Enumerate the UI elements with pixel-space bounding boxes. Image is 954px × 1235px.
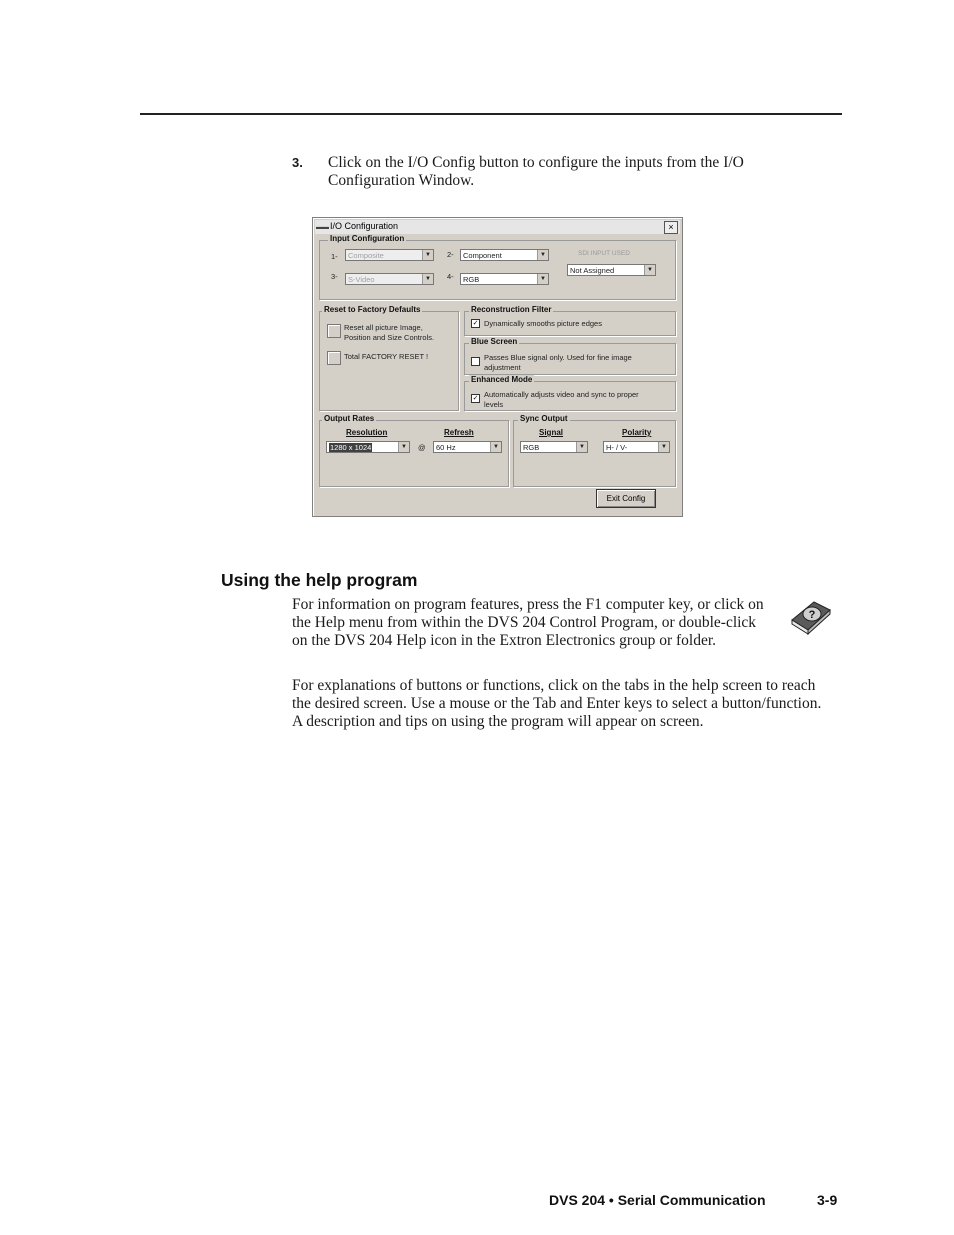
resolution-value: 1280 x 1024	[330, 443, 372, 452]
enhanced-mode-label: Enhanced Mode	[471, 375, 533, 384]
enhanced-mode-checkbox[interactable]: ✓	[472, 395, 479, 402]
input-4-select[interactable]	[460, 273, 549, 285]
chevron-down-icon: ▼	[490, 442, 501, 452]
input-3-label: 3-	[331, 272, 338, 281]
polarity-value: H- / V-	[606, 443, 628, 452]
svg-text:?: ?	[808, 609, 816, 621]
input-2-label: 2-	[447, 250, 454, 259]
help-paragraph-2: For explanations of buttons or functions, click on the tabs in the help screen to reach the desired screen. Use a mouse or the Tab and Enter keys to select a button/function. A description and tips on using the program will appear on screen.	[292, 677, 822, 730]
page-number: 3-9	[817, 1192, 838, 1208]
chevron-down-icon: ▼	[576, 442, 587, 452]
factory-reset-button[interactable]	[327, 351, 341, 365]
input-configuration-label: Input Configuration	[330, 234, 405, 243]
reset-picture-button[interactable]	[327, 324, 341, 338]
input-1-label: 1-	[331, 252, 338, 261]
reconstruction-text: Dynamically smooths picture edges	[484, 319, 602, 328]
input-3-value: S-Video	[348, 275, 375, 284]
reset-defaults-group	[319, 305, 459, 411]
reconstruction-filter-label: Reconstruction Filter	[471, 305, 552, 314]
at-symbol: @	[418, 443, 426, 452]
enhanced-mode-group	[464, 375, 676, 411]
signal-header: Signal	[539, 428, 564, 437]
resolution-select[interactable]	[326, 441, 410, 453]
step-number: 3.	[292, 155, 303, 170]
input-configuration-group	[319, 234, 676, 300]
section-heading: Using the help program	[221, 570, 418, 590]
blue-screen-group	[464, 337, 676, 375]
refresh-header: Refresh	[444, 428, 474, 437]
input-1-value: Composite	[348, 251, 384, 260]
sync-output-label: Sync Output	[520, 414, 568, 423]
io-configuration-dialog	[312, 217, 683, 517]
app-icon: ▬▬	[316, 224, 328, 231]
factory-reset-text: Total FACTORY RESET !	[344, 352, 429, 361]
sync-signal-value: RGB	[523, 443, 540, 452]
chevron-down-icon: ▼	[644, 265, 655, 275]
chevron-down-icon: ▼	[398, 442, 409, 452]
input-1-select[interactable]	[345, 249, 434, 261]
chevron-down-icon: ▼	[422, 274, 433, 284]
blue-screen-text: Passes Blue signal only. Used for fine image adjustment	[484, 353, 632, 372]
input-4-label: 4-	[447, 272, 454, 281]
exit-config-button[interactable]: Exit Config	[596, 489, 656, 508]
help-paragraph-1: For information on program features, press the F1 computer key, or click on the Help menu from within the DVS 204 Control Program, or double-click on the DVS 204 Help icon in the Extron Electronics group or folder.	[292, 596, 764, 649]
input-3-select[interactable]	[345, 273, 434, 285]
reconstruction-checkbox[interactable]: ✓	[472, 320, 479, 327]
resolution-header: Resolution	[346, 428, 388, 437]
chevron-down-icon: ▼	[422, 250, 433, 260]
reset-picture-text: Reset all picture Image, Position and Size Controls.	[344, 323, 435, 342]
sync-signal-select[interactable]	[520, 441, 588, 453]
input-2-select[interactable]	[460, 249, 549, 261]
output-rates-label: Output Rates	[324, 414, 375, 423]
refresh-select[interactable]	[433, 441, 502, 453]
header-rule	[140, 113, 842, 115]
close-button[interactable]: ×	[664, 221, 678, 234]
chevron-down-icon: ▼	[658, 442, 669, 452]
chevron-down-icon: ▼	[537, 274, 548, 284]
dialog-title: I/O Configuration	[330, 221, 399, 231]
output-rates-group	[319, 414, 509, 487]
reconstruction-filter-group	[464, 305, 676, 336]
sdi-input-value: Not Assigned	[570, 266, 615, 275]
blue-screen-label: Blue Screen	[471, 337, 518, 346]
polarity-select[interactable]	[603, 441, 670, 453]
dialog-titlebar	[315, 220, 680, 234]
polarity-header: Polarity	[622, 428, 652, 437]
help-book-icon	[788, 594, 832, 636]
footer-title: DVS 204 • Serial Communication	[549, 1192, 766, 1208]
enhanced-mode-text: Automatically adjusts video and sync to proper levels	[484, 390, 639, 409]
chevron-down-icon: ▼	[537, 250, 548, 260]
refresh-value: 60 Hz	[436, 443, 456, 452]
blue-screen-checkbox[interactable]	[471, 357, 480, 366]
sdi-input-label: SDI INPUT USED	[578, 250, 630, 257]
step-text: Click on the I/O Config button to configure the inputs from the I/O Configuration Window.	[328, 154, 744, 189]
reset-defaults-label: Reset to Factory Defaults	[324, 305, 421, 314]
sdi-input-select[interactable]	[567, 264, 656, 276]
input-2-value: Component	[463, 251, 502, 260]
input-4-value: RGB	[463, 275, 480, 284]
sync-output-group	[513, 414, 676, 487]
